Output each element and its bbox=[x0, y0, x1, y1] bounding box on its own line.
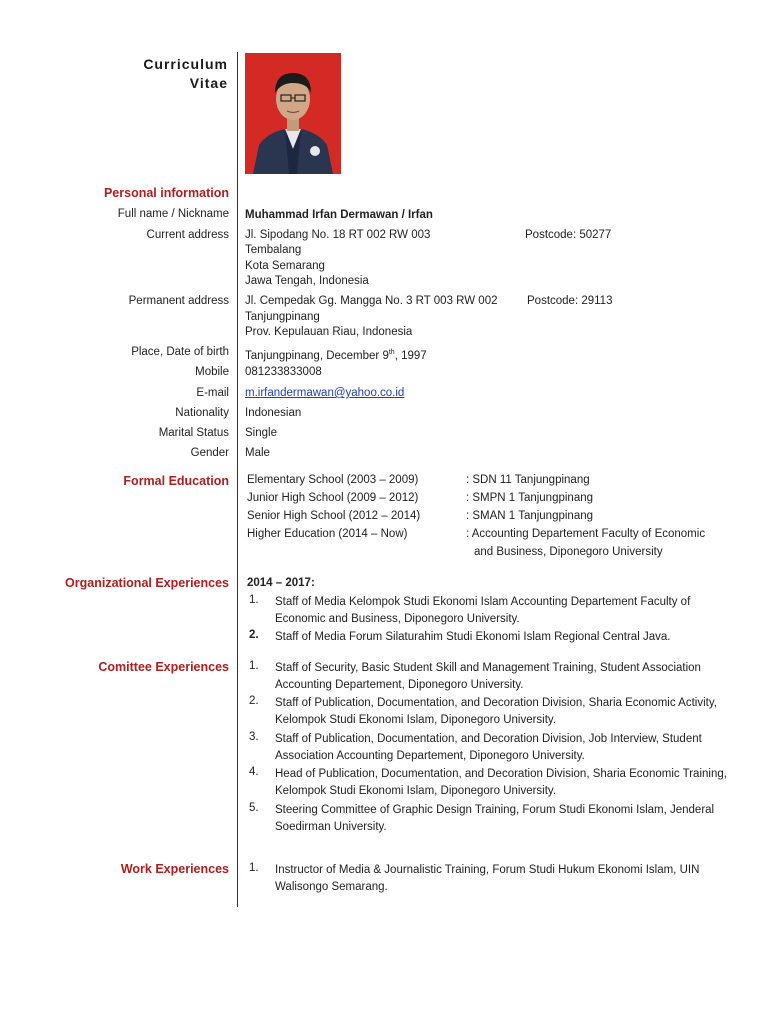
list-item: Staff of Media Forum Silaturahim Studi Ekonomi Islam Regional Central Java. bbox=[275, 631, 671, 643]
education-school-cont: and Business, Diponegoro University bbox=[474, 546, 663, 558]
list-number: 2. bbox=[249, 695, 259, 707]
value-birth: Tanjungpinang, December 9th, 1997 bbox=[245, 349, 427, 362]
list-item: Staff of Security, Basic Student Skill and Management Training, Student Association Accounting Departement, Diponegoro University. bbox=[275, 662, 701, 691]
label-full-name: Full name / Nickname bbox=[117, 208, 229, 220]
list-number: 1. bbox=[249, 660, 259, 672]
section-formal-education: Formal Education bbox=[123, 474, 229, 488]
list-item: Staff of Publication, Documentation, and Decoration Division, Sharia Economic Activity, Kelompok Studi Ekonomi Islam, Diponegoro University. bbox=[275, 697, 717, 726]
value-current-address-line1: Jl. Sipodang No. 18 RT 002 RW 003 bbox=[245, 229, 431, 241]
value-mobile: 081233833008 bbox=[245, 366, 322, 378]
section-organizational-experiences: Organizational Experiences bbox=[65, 576, 229, 590]
value-current-address-line2: Tembalang bbox=[245, 244, 302, 256]
value-current-address-line4: Jawa Tengah, Indonesia bbox=[245, 275, 369, 287]
cv-title-line2: Vitae bbox=[189, 75, 228, 91]
education-level: Junior High School (2009 – 2012) bbox=[247, 492, 419, 504]
list-number: 1. bbox=[249, 594, 259, 606]
profile-photo bbox=[245, 53, 341, 174]
value-permanent-address-line3: Prov. Kepulauan Riau, Indonesia bbox=[245, 326, 413, 338]
value-permanent-postcode: Postcode: 29113 bbox=[527, 295, 613, 307]
label-email: E-mail bbox=[196, 387, 229, 399]
value-nationality: Indonesian bbox=[245, 407, 302, 419]
label-current-address: Current address bbox=[146, 229, 229, 241]
value-full-name: Muhammad Irfan Dermawan / Irfan bbox=[245, 209, 433, 221]
cv-title-line1: Curriculum bbox=[143, 56, 228, 72]
value-permanent-address-line2: Tanjungpinang bbox=[245, 311, 320, 323]
label-marital-status: Marital Status bbox=[158, 427, 229, 439]
org-period: 2014 – 2017: bbox=[247, 577, 315, 589]
list-item: Instructor of Media & Journalistic Training, Forum Studi Hukum Ekonomi Islam, UIN Walisongo Semarang. bbox=[275, 864, 700, 893]
education-school: : SMAN 1 Tanjungpinang bbox=[466, 510, 594, 522]
education-school: : SMPN 1 Tanjungpinang bbox=[466, 492, 594, 504]
list-number: 4. bbox=[249, 766, 259, 778]
value-email-link[interactable]: m.irfandermawan@yahoo.co.id bbox=[245, 387, 405, 399]
list-number: 1. bbox=[249, 862, 259, 874]
value-current-postcode: Postcode: 50277 bbox=[525, 229, 612, 241]
section-committee-experiences: Comittee Experiences bbox=[98, 660, 229, 674]
list-number: 3. bbox=[249, 731, 259, 743]
value-permanent-address-line1: Jl. Cempedak Gg. Mangga No. 3 RT 003 RW 002 bbox=[245, 295, 498, 307]
list-item: Head of Publication, Documentation, and Decoration Division, Sharia Economic Training, Kelompok Studi Ekonomi Islam, Diponegoro University. bbox=[275, 768, 727, 797]
label-nationality: Nationality bbox=[175, 407, 229, 419]
section-personal-information: Personal information bbox=[103, 186, 229, 200]
value-marital-status: Single bbox=[245, 427, 277, 439]
person-portrait-icon bbox=[245, 53, 341, 174]
value-gender: Male bbox=[245, 447, 270, 459]
education-school: : Accounting Departement Faculty of Economic bbox=[466, 528, 706, 540]
value-current-address-line3: Kota Semarang bbox=[245, 260, 325, 272]
list-number: 5. bbox=[249, 802, 259, 814]
list-item: Staff of Publication, Documentation, and Decoration Division, Job Interview, Student Association Accounting Departement, Diponegoro University. bbox=[275, 733, 702, 762]
label-permanent-address: Permanent address bbox=[128, 295, 229, 307]
divider-line bbox=[237, 52, 238, 907]
list-number: 2. bbox=[249, 629, 259, 641]
education-level: Senior High School (2012 – 2014) bbox=[247, 510, 421, 522]
education-school: : SDN 11 Tanjungpinang bbox=[466, 474, 590, 486]
label-gender: Gender bbox=[190, 447, 229, 459]
education-level: Higher Education (2014 – Now) bbox=[247, 528, 408, 540]
list-item: Steering Committee of Graphic Design Training, Forum Studi Ekonomi Islam, Jenderal Soedirman University. bbox=[275, 804, 715, 833]
label-birth: Place, Date of birth bbox=[131, 346, 229, 358]
education-level: Elementary School (2003 – 2009) bbox=[247, 474, 419, 486]
section-work-experiences: Work Experiences bbox=[120, 862, 229, 876]
list-item: Staff of Media Kelompok Studi Ekonomi Islam Accounting Departement Faculty of Economic and Business, Diponegoro University. bbox=[275, 596, 691, 625]
label-mobile: Mobile bbox=[195, 366, 229, 378]
